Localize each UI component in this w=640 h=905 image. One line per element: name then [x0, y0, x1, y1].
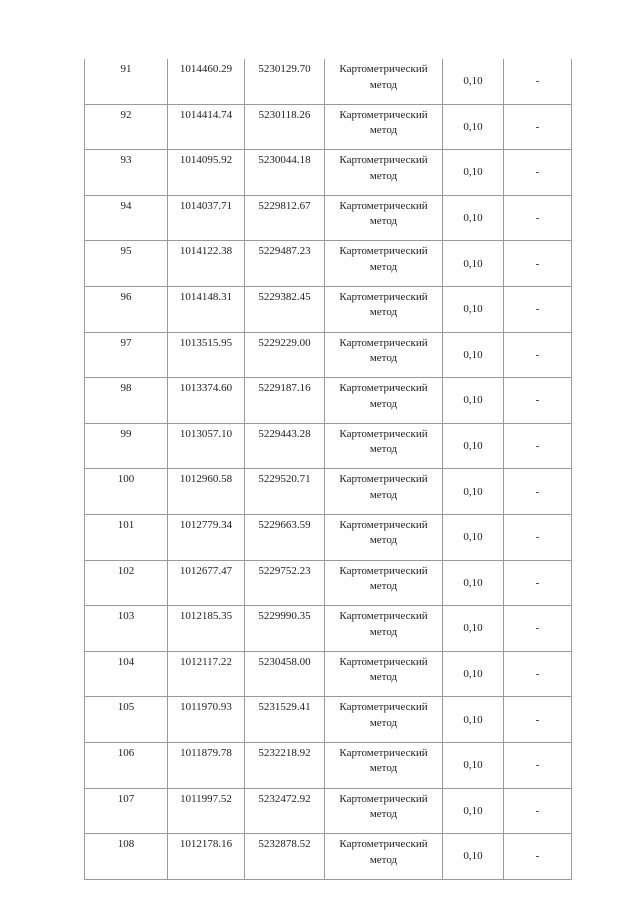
- method-line-1: Картометрический: [339, 427, 428, 440]
- note-cell: -: [504, 241, 572, 287]
- point-number-cell: 101: [85, 514, 168, 560]
- method-line-1: Картометрический: [339, 199, 428, 212]
- method-line-2: метод: [369, 580, 398, 593]
- method-line-1: Картометрический: [339, 792, 428, 805]
- accuracy-cell: 0,10: [443, 195, 504, 241]
- note-cell: -: [504, 104, 572, 150]
- y-coordinate-cell: 5230458.00: [245, 651, 325, 697]
- accuracy-cell: 0,10: [443, 469, 504, 515]
- x-coordinate-cell: 1012117.22: [168, 651, 245, 697]
- y-coordinate-cell: 5232472.92: [245, 788, 325, 834]
- method-line-2: метод: [369, 808, 398, 820]
- y-coordinate-cell: 5229487.23: [245, 241, 325, 287]
- point-number-cell: 102: [85, 560, 168, 606]
- y-coordinate-cell: 5232878.52: [245, 834, 325, 880]
- x-coordinate-cell: 1014414.74: [168, 104, 245, 150]
- note-cell: -: [504, 286, 572, 332]
- x-coordinate-cell: 1013515.95: [168, 332, 245, 378]
- table-row: [85, 514, 572, 560]
- point-number-cell: 93: [85, 150, 168, 196]
- table-row: [85, 697, 572, 743]
- method-cell: [325, 560, 443, 606]
- x-coordinate-cell: 1014095.92: [168, 150, 245, 196]
- method-line-2: метод: [369, 534, 398, 547]
- accuracy-cell: 0,10: [443, 150, 504, 196]
- accuracy-cell: 0,10: [443, 423, 504, 469]
- y-coordinate-cell: 5229443.28: [245, 423, 325, 469]
- point-number-cell: 108: [85, 834, 168, 880]
- note-cell: -: [504, 834, 572, 880]
- x-coordinate-cell: 1013057.10: [168, 423, 245, 469]
- note-cell: -: [504, 606, 572, 652]
- method-line-2: метод: [369, 853, 398, 866]
- method-line-1: Картометрический: [339, 701, 428, 714]
- method-cell: [325, 423, 443, 469]
- method-cell: [325, 834, 443, 880]
- table-row: [85, 423, 572, 469]
- accuracy-cell: 0,10: [443, 241, 504, 287]
- method-line-2: метод: [369, 215, 398, 228]
- point-number-cell: 96: [85, 286, 168, 332]
- y-coordinate-cell: 5229382.45: [245, 286, 325, 332]
- x-coordinate-cell: 1011879.78: [168, 742, 245, 788]
- method-line-1: Картометрический: [339, 63, 428, 75]
- method-line-2: метод: [369, 443, 398, 456]
- method-cell: [325, 469, 443, 515]
- note-cell: -: [504, 59, 572, 104]
- y-coordinate-cell: 5229752.23: [245, 560, 325, 606]
- table-row: [85, 195, 572, 241]
- method-line-2: метод: [369, 671, 398, 684]
- y-coordinate-cell: 5229663.59: [245, 514, 325, 560]
- table-row: [85, 104, 572, 150]
- method-line-1: Картометрический: [339, 610, 428, 623]
- note-cell: -: [504, 697, 572, 743]
- y-coordinate-cell: 5230118.26: [245, 104, 325, 150]
- accuracy-cell: 0,10: [443, 104, 504, 150]
- method-line-1: Картометрический: [339, 473, 428, 486]
- table-row: [85, 150, 572, 196]
- method-cell: [325, 104, 443, 150]
- table-row: [85, 378, 572, 424]
- method-line-1: Картометрический: [339, 290, 428, 303]
- method-line-1: Картометрический: [339, 336, 428, 349]
- accuracy-cell: 0,10: [443, 514, 504, 560]
- point-number-cell: 92: [85, 104, 168, 150]
- y-coordinate-cell: 5231529.41: [245, 697, 325, 743]
- method-line-1: Картометрический: [339, 245, 428, 258]
- coordinates-table: [84, 59, 572, 880]
- point-number-cell: 107: [85, 788, 168, 834]
- method-line-2: метод: [369, 397, 398, 410]
- method-cell: [325, 286, 443, 332]
- method-line-2: метод: [369, 625, 398, 638]
- x-coordinate-cell: 1012960.58: [168, 469, 245, 515]
- y-coordinate-cell: 5229812.67: [245, 195, 325, 241]
- note-cell: -: [504, 788, 572, 834]
- accuracy-cell: 0,10: [443, 834, 504, 880]
- method-cell: [325, 241, 443, 287]
- table-row: [85, 651, 572, 697]
- point-number-cell: 95: [85, 241, 168, 287]
- x-coordinate-cell: 1014037.71: [168, 195, 245, 241]
- method-line-2: метод: [369, 716, 398, 729]
- point-number-cell: 99: [85, 423, 168, 469]
- table-row: [85, 834, 572, 880]
- accuracy-cell: 0,10: [443, 332, 504, 378]
- note-cell: -: [504, 332, 572, 378]
- method-line-2: метод: [369, 260, 398, 273]
- point-number-cell: 98: [85, 378, 168, 424]
- point-number-cell: 106: [85, 742, 168, 788]
- y-coordinate-cell: 5230044.18: [245, 150, 325, 196]
- x-coordinate-cell: 1014148.31: [168, 286, 245, 332]
- method-line-2: метод: [369, 306, 398, 319]
- method-line-1: Картометрический: [339, 655, 428, 668]
- table-row: [85, 560, 572, 606]
- method-line-1: Картометрический: [339, 838, 428, 851]
- method-line-1: Картометрический: [339, 746, 428, 759]
- x-coordinate-cell: 1014460.29: [168, 59, 245, 104]
- method-line-1: Картометрический: [339, 382, 428, 395]
- method-cell: [325, 332, 443, 378]
- method-cell: [325, 514, 443, 560]
- y-coordinate-cell: 5229990.35: [245, 606, 325, 652]
- note-cell: -: [504, 469, 572, 515]
- method-line-2: метод: [369, 762, 398, 775]
- table-row: [85, 59, 572, 104]
- note-cell: -: [504, 150, 572, 196]
- note-cell: -: [504, 195, 572, 241]
- x-coordinate-cell: 1012677.47: [168, 560, 245, 606]
- method-cell: [325, 742, 443, 788]
- x-coordinate-cell: 1014122.38: [168, 241, 245, 287]
- table-row: [85, 241, 572, 287]
- method-cell: [325, 150, 443, 196]
- accuracy-cell: 0,10: [443, 59, 504, 104]
- point-number-cell: 105: [85, 697, 168, 743]
- method-cell: [325, 697, 443, 743]
- x-coordinate-cell: 1012779.34: [168, 514, 245, 560]
- table-row: [85, 469, 572, 515]
- accuracy-cell: 0,10: [443, 697, 504, 743]
- note-cell: -: [504, 423, 572, 469]
- x-coordinate-cell: 1011970.93: [168, 697, 245, 743]
- method-cell: [325, 606, 443, 652]
- x-coordinate-cell: 1011997.52: [168, 788, 245, 834]
- method-line-2: метод: [369, 488, 398, 501]
- y-coordinate-cell: 5230129.70: [245, 59, 325, 104]
- x-coordinate-cell: 1012178.16: [168, 834, 245, 880]
- accuracy-cell: 0,10: [443, 378, 504, 424]
- accuracy-cell: 0,10: [443, 560, 504, 606]
- point-number-cell: 97: [85, 332, 168, 378]
- method-cell: [325, 195, 443, 241]
- accuracy-cell: 0,10: [443, 651, 504, 697]
- table-row: [85, 286, 572, 332]
- accuracy-cell: 0,10: [443, 742, 504, 788]
- method-cell: [325, 59, 443, 104]
- method-line-1: Картометрический: [339, 108, 428, 121]
- method-cell: [325, 788, 443, 834]
- note-cell: -: [504, 378, 572, 424]
- method-cell: [325, 378, 443, 424]
- method-line-1: Картометрический: [339, 518, 428, 531]
- point-number-cell: 94: [85, 195, 168, 241]
- accuracy-cell: 0,10: [443, 286, 504, 332]
- x-coordinate-cell: 1012185.35: [168, 606, 245, 652]
- table-row: [85, 742, 572, 788]
- y-coordinate-cell: 5229187.16: [245, 378, 325, 424]
- y-coordinate-cell: 5232218.92: [245, 742, 325, 788]
- method-cell: [325, 651, 443, 697]
- note-cell: -: [504, 651, 572, 697]
- accuracy-cell: 0,10: [443, 788, 504, 834]
- point-number-cell: 91: [85, 59, 168, 104]
- x-coordinate-cell: 1013374.60: [168, 378, 245, 424]
- method-line-2: метод: [369, 352, 398, 365]
- method-line-1: Картометрический: [339, 154, 428, 167]
- method-line-1: Картометрический: [339, 564, 428, 577]
- method-line-2: метод: [369, 169, 398, 182]
- y-coordinate-cell: 5229229.00: [245, 332, 325, 378]
- table-row: [85, 606, 572, 652]
- accuracy-cell: 0,10: [443, 606, 504, 652]
- point-number-cell: 100: [85, 469, 168, 515]
- table-row: [85, 788, 572, 834]
- note-cell: -: [504, 560, 572, 606]
- method-line-2: метод: [369, 78, 398, 91]
- method-line-2: метод: [369, 124, 398, 137]
- note-cell: -: [504, 742, 572, 788]
- y-coordinate-cell: 5229520.71: [245, 469, 325, 515]
- table-row: [85, 332, 572, 378]
- coordinates-table-body: [85, 59, 572, 879]
- note-cell: -: [504, 514, 572, 560]
- point-number-cell: 103: [85, 606, 168, 652]
- point-number-cell: 104: [85, 651, 168, 697]
